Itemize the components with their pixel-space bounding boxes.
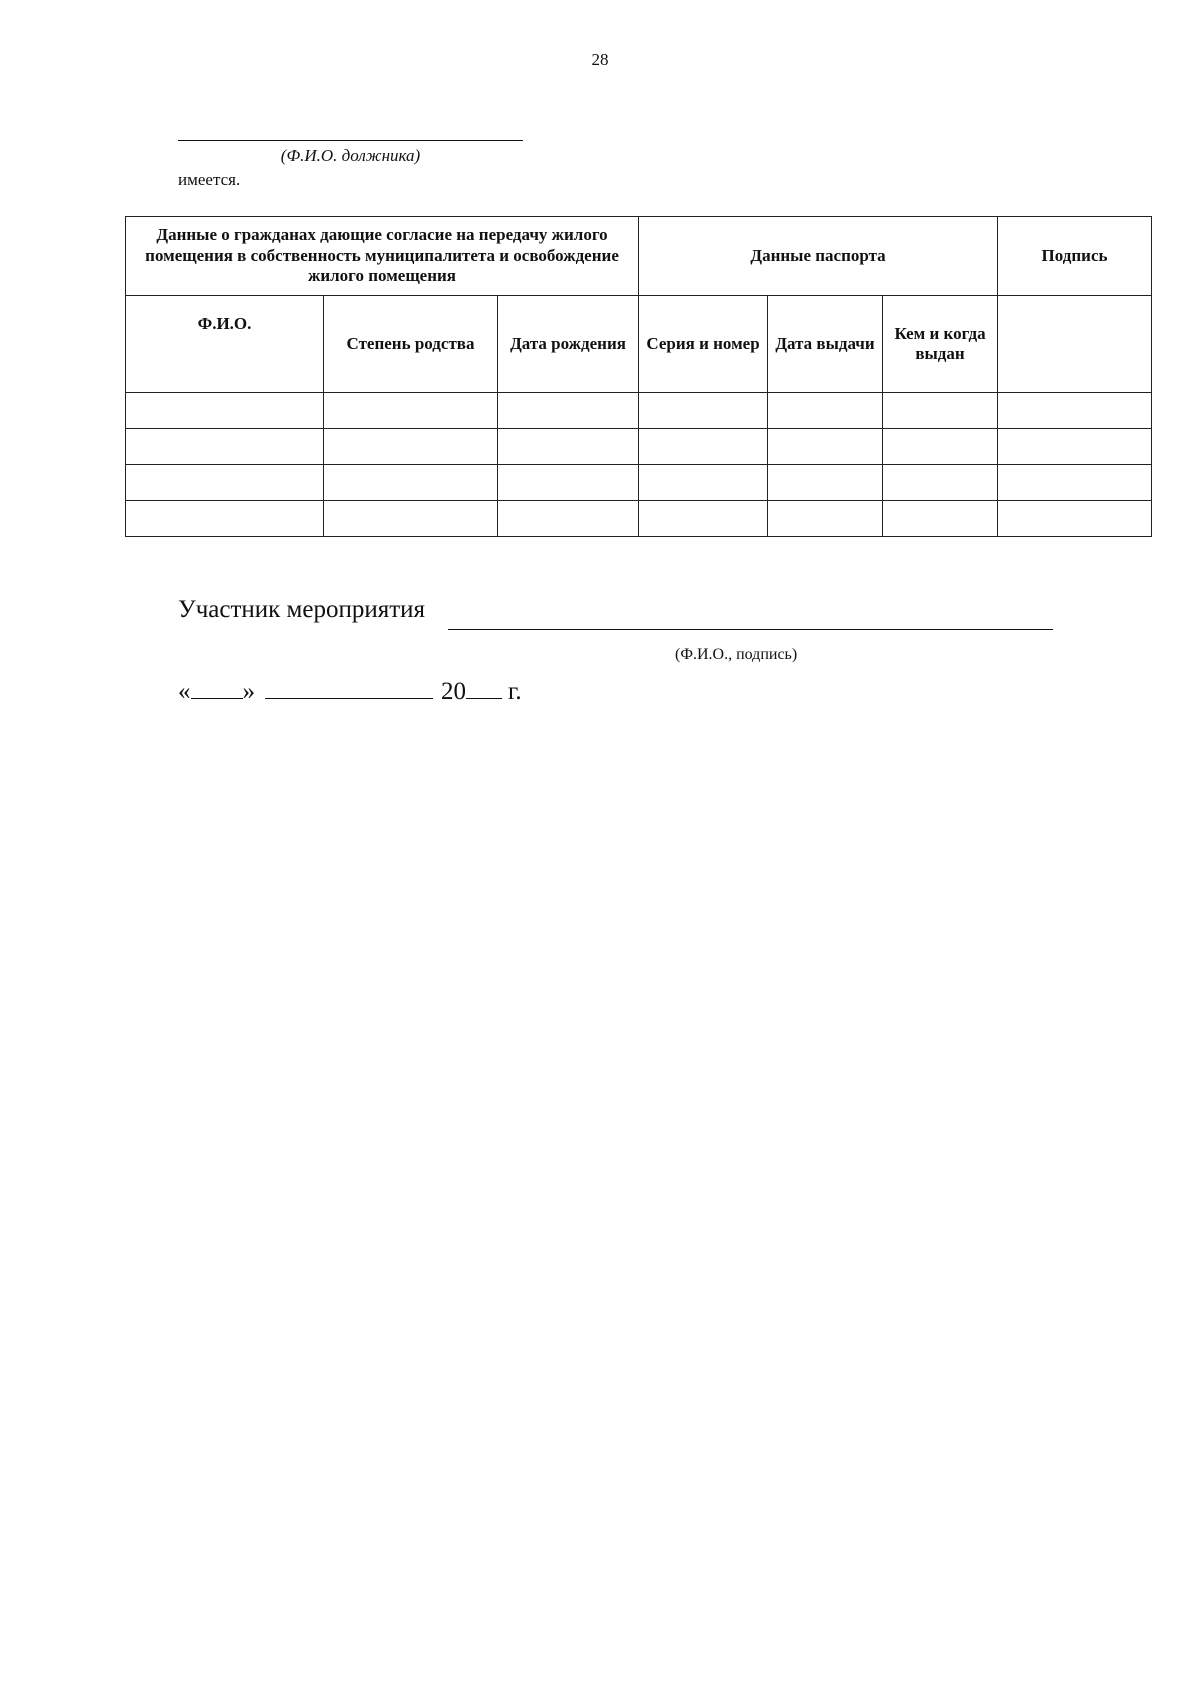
table-cell[interactable] [883, 393, 998, 429]
table-cell[interactable] [324, 429, 498, 465]
page-number: 28 [591, 50, 609, 69]
participant-caption: (Ф.И.О., подпись) [675, 646, 798, 663]
table-cell[interactable] [498, 501, 639, 537]
table-row [126, 465, 1152, 501]
table-cell[interactable] [324, 393, 498, 429]
table-cell[interactable] [768, 501, 883, 537]
table-row [126, 393, 1152, 429]
signature-header: Подпись [998, 217, 1152, 296]
date-open-quote: « [178, 678, 191, 705]
date-line [178, 676, 522, 706]
citizens-data-header: Данные о гражданах дающие согласие на передачу жилого помещения в собственность муниципалитета и освобождение жилого помещения [126, 217, 639, 296]
citizens-table [125, 216, 1152, 537]
table-cell[interactable] [883, 501, 998, 537]
table-group-header-row [126, 217, 1152, 296]
date-suffix: г. [508, 678, 522, 705]
table-cell[interactable] [498, 465, 639, 501]
table-cell[interactable] [498, 429, 639, 465]
table-cell[interactable] [126, 465, 324, 501]
table-cell[interactable] [324, 501, 498, 537]
table-cell[interactable] [126, 393, 324, 429]
table-cell[interactable] [768, 393, 883, 429]
table-cell[interactable] [639, 429, 768, 465]
table-cell[interactable] [768, 465, 883, 501]
date-year-prefix: 20 [441, 678, 466, 705]
signature-column-cell [998, 296, 1152, 393]
exists-text: имеется. [178, 170, 241, 189]
table-cell[interactable] [998, 429, 1152, 465]
table-cell[interactable] [324, 465, 498, 501]
table-cell[interactable] [126, 429, 324, 465]
table-cell[interactable] [883, 465, 998, 501]
table-row [126, 501, 1152, 537]
table-cell[interactable] [998, 393, 1152, 429]
debtor-name-line[interactable] [178, 140, 523, 141]
table-row [126, 429, 1152, 465]
date-month-blank[interactable] [265, 676, 433, 699]
table-column-header-row [126, 296, 1152, 393]
issue-date-column-header: Дата выдачи [768, 296, 883, 393]
kinship-column-header: Степень родства [324, 296, 498, 393]
debtor-caption: (Ф.И.О. должника) [280, 146, 421, 165]
series-number-column-header: Серия и номер [639, 296, 768, 393]
date-year-blank[interactable] [466, 676, 502, 699]
passport-data-header: Данные паспорта [639, 217, 998, 296]
table-cell[interactable] [998, 501, 1152, 537]
table-cell[interactable] [639, 501, 768, 537]
date-day-blank[interactable] [191, 676, 243, 699]
table-cell[interactable] [768, 429, 883, 465]
table-cell[interactable] [498, 393, 639, 429]
issued-by-column-header: Кем и когда выдан [883, 296, 998, 393]
participant-label: Участник мероприятия [178, 596, 426, 623]
participant-signature-line[interactable] [448, 629, 1053, 630]
table-cell[interactable] [126, 501, 324, 537]
date-close-quote: » [242, 678, 255, 705]
table-cell[interactable] [639, 465, 768, 501]
table-cell[interactable] [883, 429, 998, 465]
table-cell[interactable] [998, 465, 1152, 501]
birth-date-column-header: Дата рождения [498, 296, 639, 393]
fio-column-header: Ф.И.О. [126, 296, 324, 393]
table-cell[interactable] [639, 393, 768, 429]
